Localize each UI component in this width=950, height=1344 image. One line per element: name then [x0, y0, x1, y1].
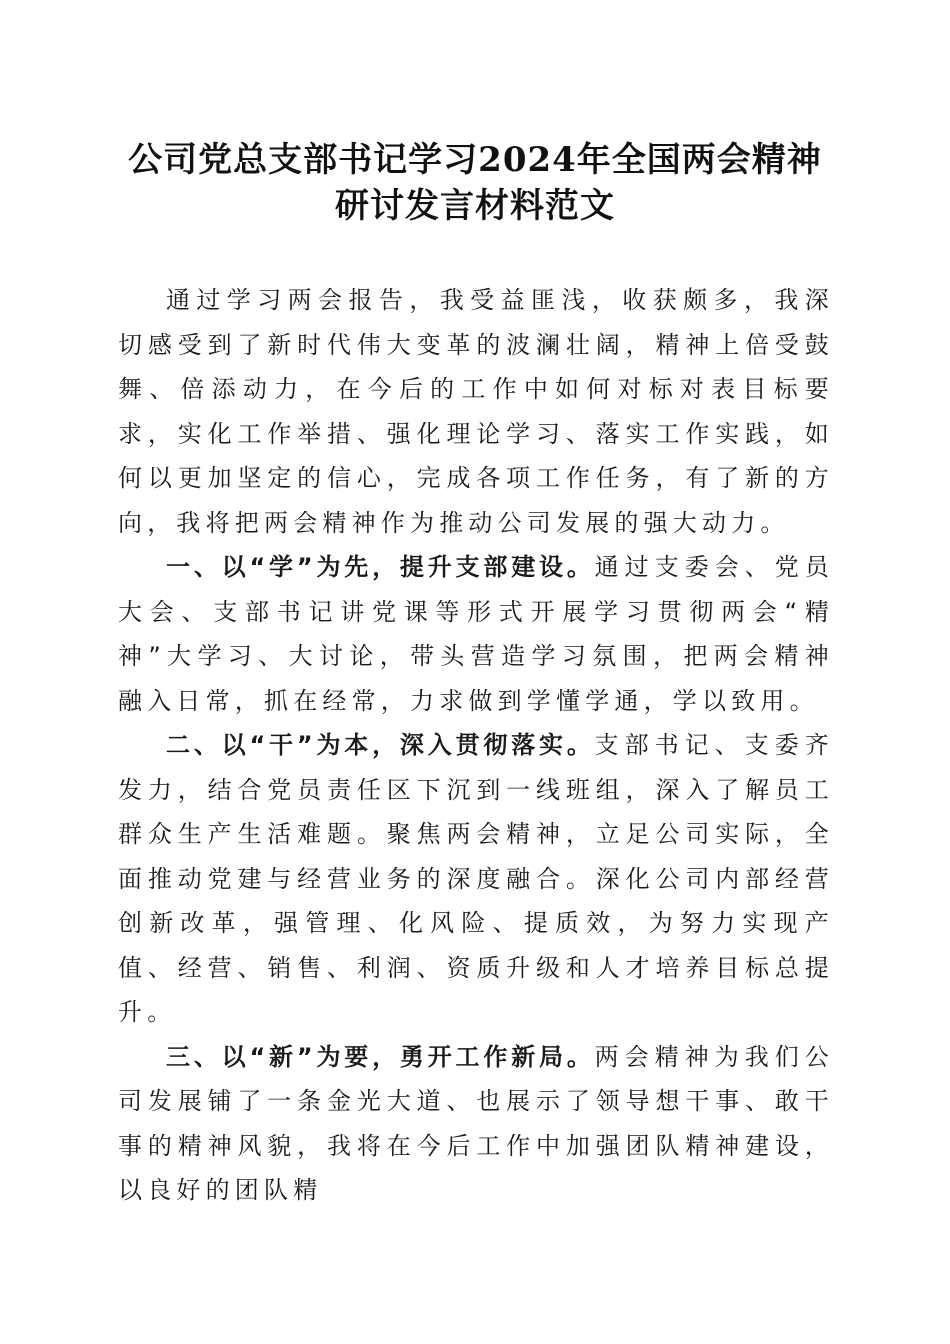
document-body [118, 278, 834, 1213]
section-heading: 一、以“学”为先，提升支部建设。 [166, 553, 595, 581]
paragraph-section-2 [118, 723, 834, 1035]
document-title-line-2: 研讨发言材料范文 [335, 186, 615, 226]
paragraph-text: 支部书记、支委齐发力，结合党员责任区下沉到一线班组，深入了解员工群众生产生活难题。聚焦两会精神，立足公司实际，全面推动党建与经营业务的深度融合。深化公司内部经营创新改革，强管理、化风险、提质效，为努力实现产值、经营、销售、利润、资质升级和人才培养目标总提升。 [118, 731, 834, 1026]
paragraph-text: 两会精神为我们公司发展铺了一条金光大道、也展示了领导想干事、敢干事的精神风貌，我将在今后工作中加强团队精神建设，以良好的团队精 [118, 1042, 834, 1204]
document-title-line-1: 公司党总支部书记学习2024年全国两会精神 [128, 140, 822, 180]
paragraph-section-3 [118, 1035, 834, 1213]
paragraph-text: 通过支委会、党员大会、支部书记讲党课等形式开展学习贯彻两会“精神”大学习、大讨论，带头营造学习氛围，把两会精神融入日常，抓在经常，力求做到学懂学通，学以致用。 [118, 553, 834, 715]
section-heading: 三、以“新”为要，勇开工作新局。 [166, 1042, 595, 1071]
paragraph-intro [118, 278, 834, 545]
paragraph-text: 通过学习两会报告，我受益匪浅，收获颇多，我深切感受到了新时代伟大变革的波澜壮阔，精神上倍受鼓舞、倍添动力，在今后的工作中如何对标对表目标要求，实化工作举措、强化理论学习、落实工作实践，如何以更加坚定的信心，完成各项工作任务，有了新的方向，我将把两会精神作为推动公司发展的强大动力。 [118, 286, 834, 537]
paragraph-section-1 [118, 545, 834, 723]
section-heading: 二、以“干”为本，深入贯彻落实。 [166, 731, 595, 759]
